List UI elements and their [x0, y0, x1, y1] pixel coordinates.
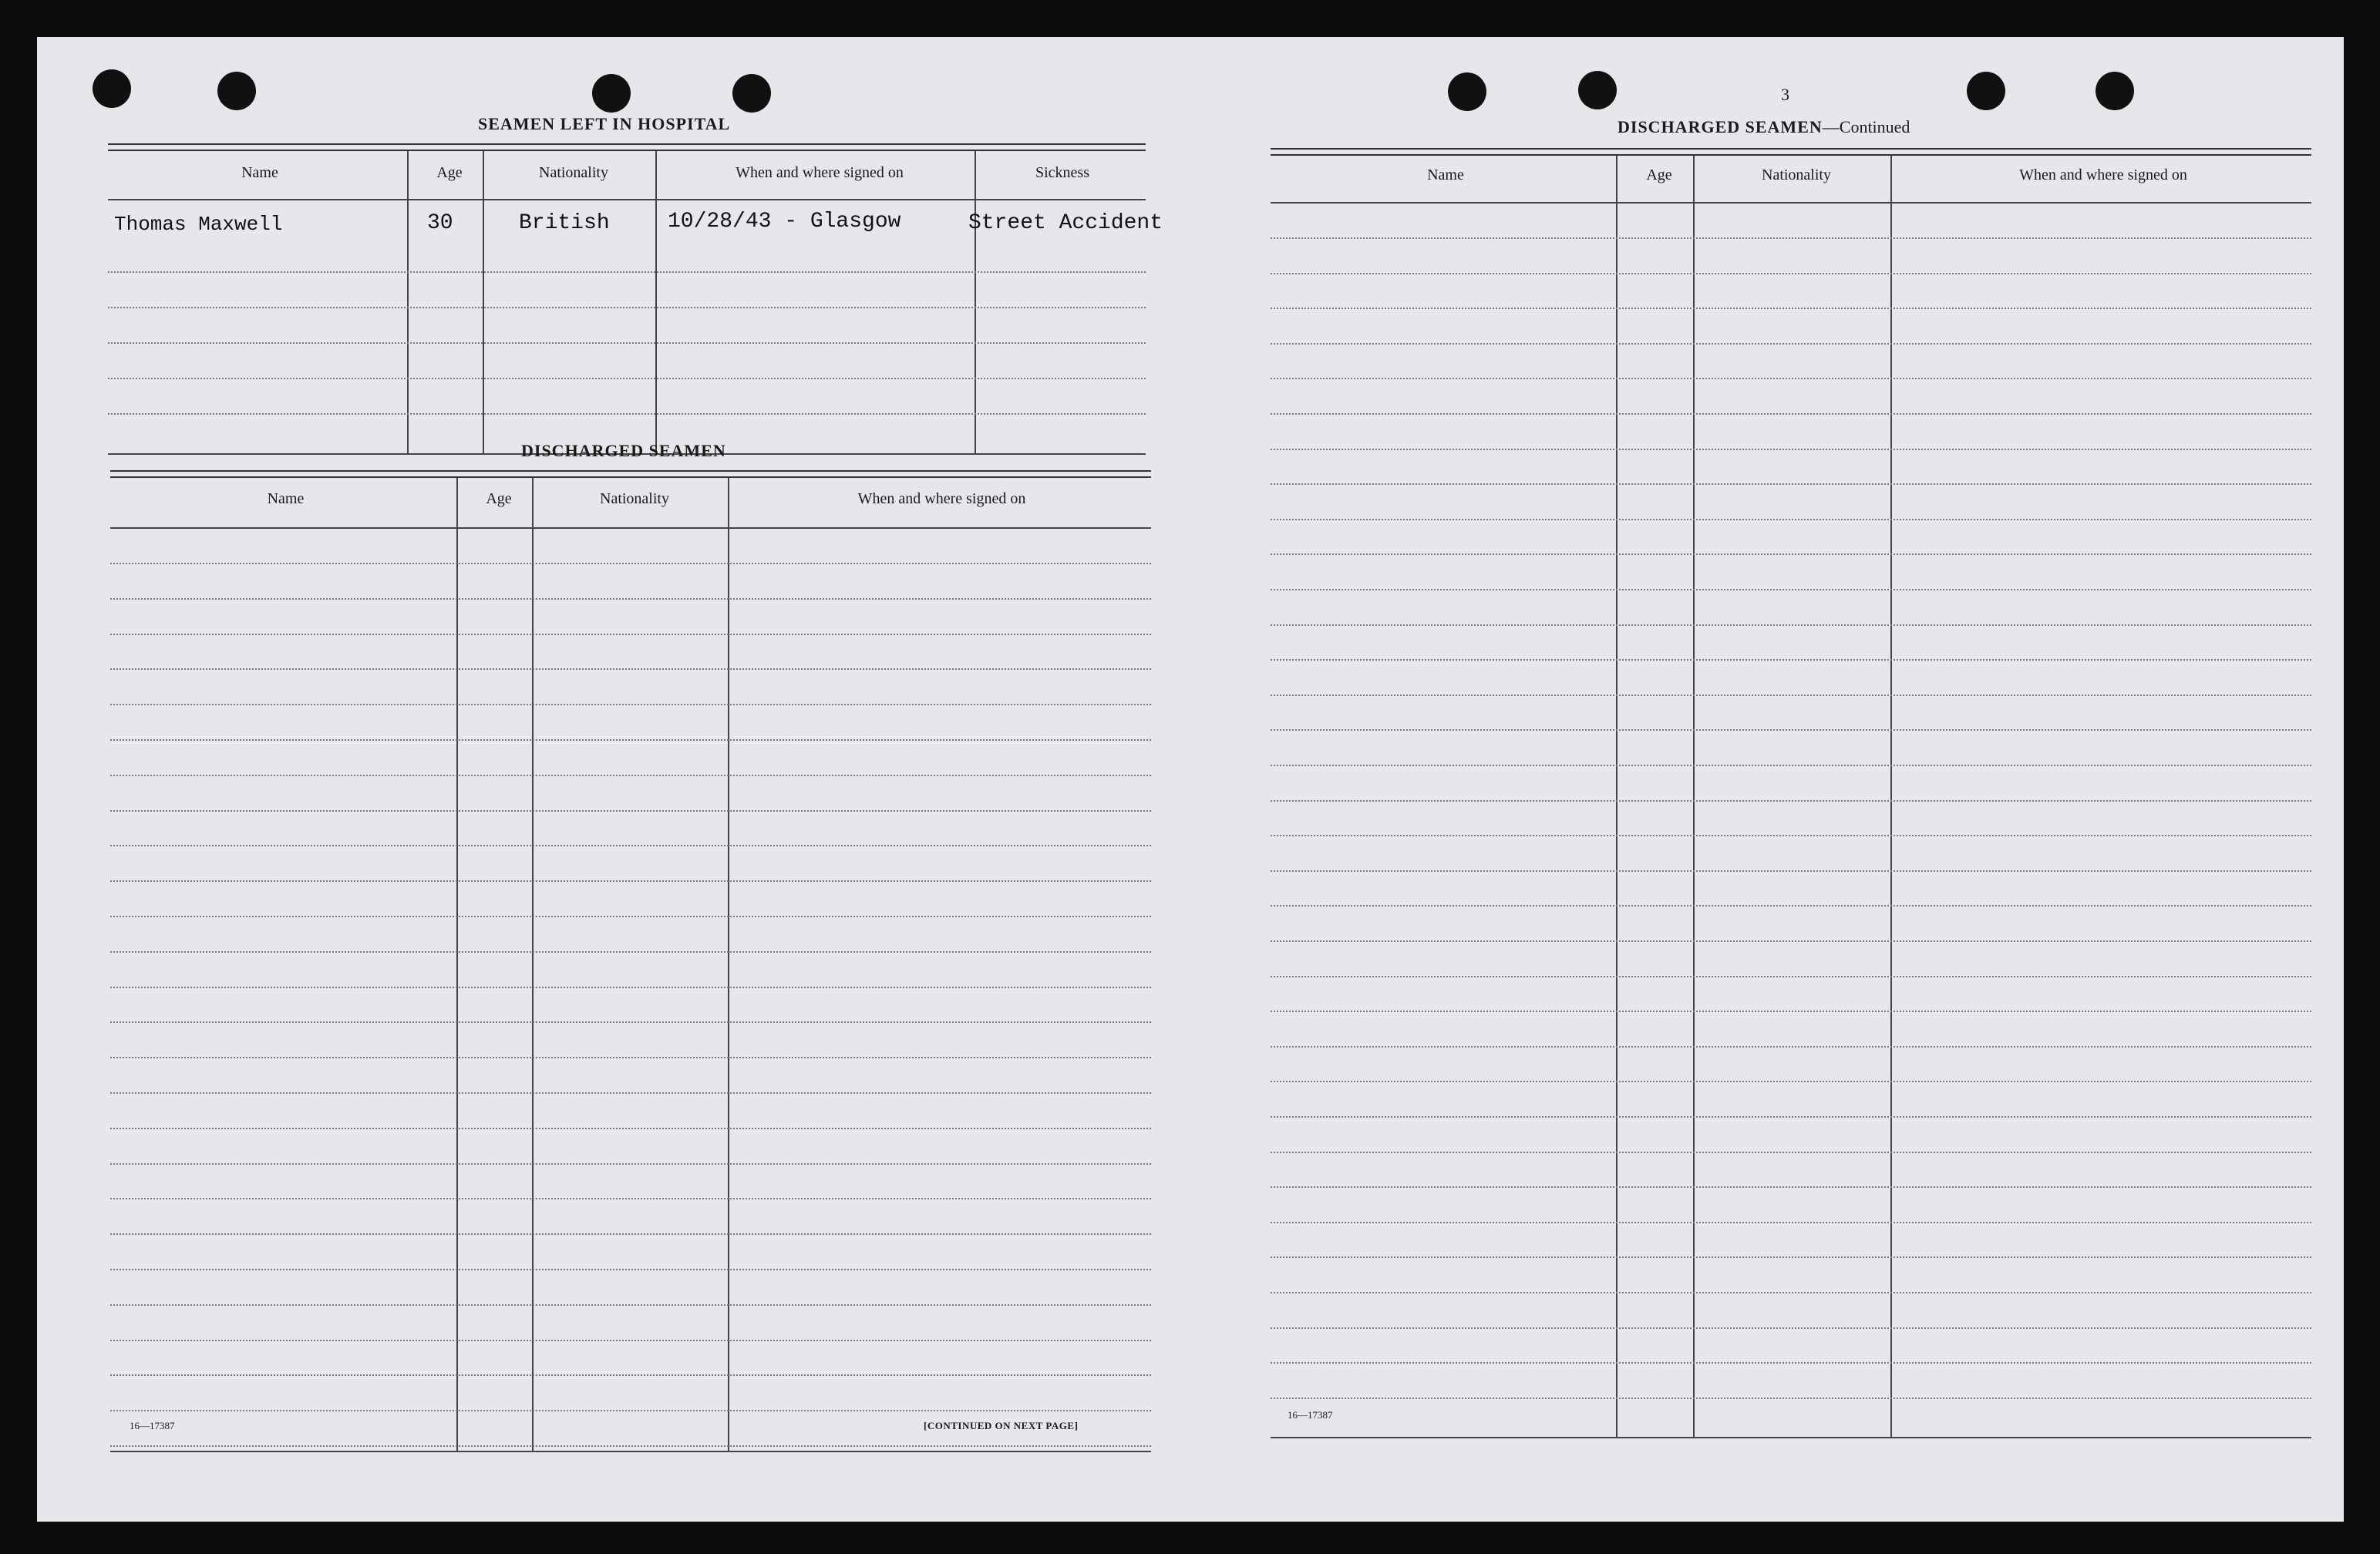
table-row-line — [1271, 1327, 2311, 1329]
hospital-row-line — [108, 342, 1146, 344]
table-row-line — [1271, 1046, 2311, 1048]
table-row-line — [1271, 1292, 2311, 1293]
table-row-line — [1271, 695, 2311, 696]
table-row-line — [1271, 800, 2311, 802]
table-row-line — [1271, 905, 2311, 906]
table-row-line — [1271, 1222, 2311, 1223]
table-row-line — [1271, 940, 2311, 942]
right-title-continued: —Continued — [1822, 117, 1910, 136]
hospital-col-divider — [483, 151, 484, 453]
table-row-line — [1271, 308, 2311, 309]
punch-hole — [93, 69, 131, 108]
hospital-entry-signed-on: 10/28/43 - Glasgow — [668, 210, 901, 234]
hospital-entry-nationality: British — [519, 211, 610, 235]
discharged-header-bottom — [110, 527, 1151, 529]
right-section-title — [1618, 117, 1910, 137]
table-row-line — [1271, 413, 2311, 415]
table-row-line — [1271, 237, 2311, 239]
table-row-line — [110, 1340, 1151, 1341]
table-row-line — [110, 845, 1151, 846]
table-row-line — [110, 1233, 1151, 1235]
table-row-line — [110, 563, 1151, 564]
hospital-section-title: SEAMEN LEFT IN HOSPITAL — [478, 114, 731, 133]
table-row-line — [1271, 659, 2311, 661]
discharged-col-divider — [456, 478, 458, 1452]
hospital-entry-name: Thomas Maxwell — [114, 213, 283, 236]
right-col-signed-on: When and where signed on — [2019, 166, 2187, 183]
table-row-line — [110, 916, 1151, 917]
punch-hole — [1967, 72, 2005, 110]
discharged-col-signed-on: When and where signed on — [857, 490, 1026, 507]
table-row-line — [1271, 553, 2311, 555]
table-row-line — [1271, 519, 2311, 520]
table-row-line — [1271, 729, 2311, 731]
table-row-line — [110, 1304, 1151, 1306]
hospital-col-signed-on: When and where signed on — [736, 164, 904, 181]
right-title-main: DISCHARGED SEAMEN — [1618, 117, 1823, 136]
hospital-entry-age: 30 — [427, 211, 453, 235]
right-col-nationality: Nationality — [1762, 166, 1831, 183]
hospital-col-name: Name — [241, 164, 278, 181]
table-row-line — [1271, 870, 2311, 872]
table-row-line — [110, 880, 1151, 882]
discharged-col-name: Name — [267, 490, 305, 507]
hospital-header-bottom — [108, 199, 1146, 200]
table-row-line — [1271, 1011, 2311, 1012]
hospital-col-sickness: Sickness — [1035, 164, 1089, 181]
hospital-col-age: Age — [436, 164, 463, 181]
discharged-col-divider — [532, 478, 534, 1452]
punch-hole — [592, 74, 631, 113]
punch-hole — [1448, 72, 1486, 111]
table-row-line — [1271, 483, 2311, 485]
discharged-col-age: Age — [486, 490, 512, 507]
table-row-line — [1271, 1256, 2311, 1258]
hospital-col-divider — [407, 151, 409, 453]
table-row-line — [110, 1410, 1151, 1411]
table-row-line — [110, 668, 1151, 670]
punch-hole — [732, 74, 771, 113]
punch-hole — [2096, 72, 2134, 110]
left-form-number: 16—17387 — [130, 1420, 175, 1431]
discharged-table-bottom — [110, 1451, 1151, 1452]
table-row-line — [1271, 765, 2311, 766]
right-col-divider — [1693, 156, 1695, 1438]
table-row-line — [1271, 378, 2311, 379]
table-row-line — [110, 1092, 1151, 1094]
discharged-section-title: DISCHARGED SEAMEN — [521, 441, 726, 460]
table-row-line — [110, 810, 1151, 812]
table-row-line — [110, 634, 1151, 635]
hospital-row-line — [108, 271, 1146, 273]
table-row-line — [110, 1163, 1151, 1165]
right-col-divider — [1890, 156, 1892, 1438]
document-sheet — [37, 37, 2344, 1522]
hospital-entry-sickness: Street Accident — [968, 211, 1163, 235]
right-form-number: 16—17387 — [1288, 1409, 1333, 1421]
continued-note: [CONTINUED ON NEXT PAGE] — [924, 1420, 1079, 1431]
table-row-line — [1271, 1186, 2311, 1188]
table-row-line — [1271, 1152, 2311, 1153]
hospital-header-rule — [108, 143, 1146, 151]
table-row-line — [1271, 343, 2311, 345]
hospital-col-divider — [975, 151, 976, 453]
table-row-line — [110, 987, 1151, 988]
table-row-line — [110, 775, 1151, 776]
table-row-line — [110, 1269, 1151, 1270]
right-header-bottom — [1271, 202, 2311, 204]
table-row-line — [110, 739, 1151, 741]
right-col-divider — [1616, 156, 1618, 1438]
right-col-age: Age — [1646, 166, 1672, 183]
table-row-line — [1271, 976, 2311, 977]
table-row-line — [1271, 449, 2311, 450]
table-row-line — [1271, 1362, 2311, 1364]
table-row-line — [110, 598, 1151, 600]
table-row-line — [110, 1445, 1151, 1447]
discharged-col-nationality: Nationality — [600, 490, 669, 507]
page-number: 3 — [1781, 85, 1789, 104]
table-row-line — [1271, 589, 2311, 590]
hospital-row-line — [108, 307, 1146, 308]
table-row-line — [110, 1374, 1151, 1376]
table-row-line — [1271, 1398, 2311, 1399]
table-row-line — [110, 1057, 1151, 1058]
discharged-col-divider — [728, 478, 729, 1452]
right-col-name: Name — [1427, 166, 1464, 183]
hospital-col-divider — [655, 151, 657, 453]
hospital-row-line — [108, 378, 1146, 379]
punch-hole — [217, 72, 256, 110]
table-row-line — [1271, 1116, 2311, 1118]
discharged-header-rule — [110, 470, 1151, 478]
hospital-col-nationality: Nationality — [539, 164, 608, 181]
hospital-row-line — [108, 413, 1146, 415]
table-row-line — [110, 951, 1151, 953]
table-row-line — [1271, 1081, 2311, 1082]
table-row-line — [110, 1198, 1151, 1199]
table-row-line — [110, 1021, 1151, 1023]
table-row-line — [110, 704, 1151, 705]
right-header-rule — [1271, 148, 2311, 156]
table-row-line — [1271, 835, 2311, 836]
table-row-line — [110, 1128, 1151, 1129]
punch-hole — [1578, 71, 1617, 109]
right-table-bottom — [1271, 1437, 2311, 1438]
table-row-line — [1271, 624, 2311, 626]
table-row-line — [1271, 273, 2311, 274]
